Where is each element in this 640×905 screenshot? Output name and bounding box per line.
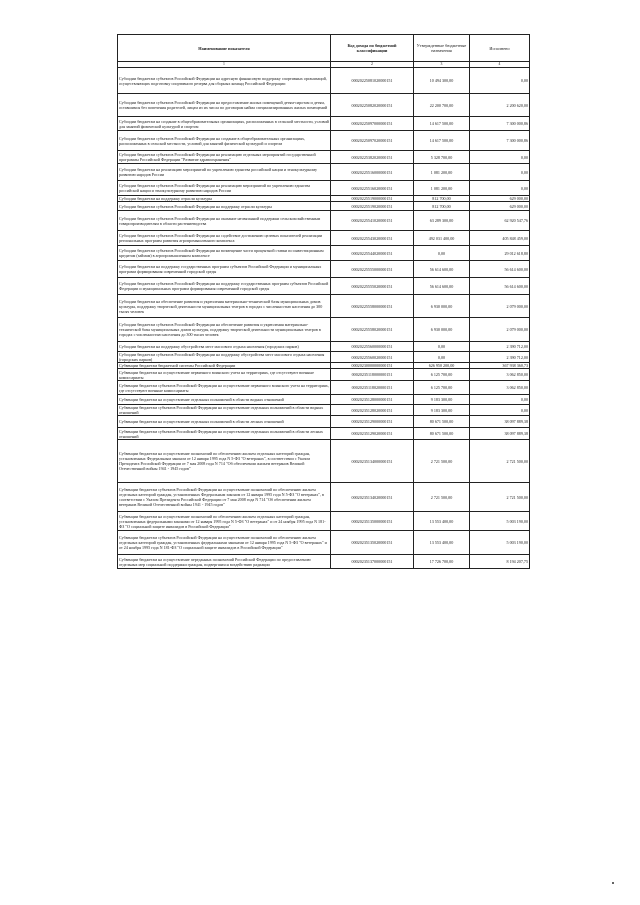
row-approved: 5 328 700,00 [414,151,470,164]
table-row [118,352,530,363]
row-name: Субвенции бюджетам субъектов Российской Федерации на осуществление полномочий по обеспечению жильем отдельных категорий граждан, установленных Федеральным законом от 12 января 1995 года N 5-ФЗ "О ветеранах", в соответствии с Указом Президента Российской Федерации от 7 мая 2008 года N 714 "Об обеспечении жильем ветеранов Великой Отечественной войны 1941 - 1945 годов" [118,483,331,512]
row-name: Субвенции бюджетам на осуществление переданных полномочий Российской Федерации по предоставлению отдельных мер социальной поддержки граждан, подвергшихся воздействию радиации [118,555,331,569]
row-code: 00020225560000000151 [331,342,414,352]
row-name: Субвенции бюджетам субъектов Российской Федерации на осуществление первичного воинского учета на территориях, где отсутствуют военные комиссариаты [119,382,329,393]
row-executed: 0,00 [470,151,530,164]
header-name: Наименование показателя [118,35,331,62]
row-name: Субсидии бюджетам субъектов Российской Федерации на содействие достижению целевых показателей реализации региональных программ развития агропромышленного комплекса [118,231,331,246]
row-code: 00020225519000000151 [331,196,414,202]
row-code: 00020225097020000151 [331,131,414,151]
row-name: Субсидии бюджетам на поддержку государственных программ субъектов Российской Федерации и муниципальных программ формирования современной городской среды [118,261,331,278]
row-code: 00020225382020000151 [331,151,414,164]
row-executed: 0,00 [470,395,530,405]
row-executed: 0,00 [470,68,530,94]
table-row [118,231,530,246]
row-executed: 0,00 [470,181,530,196]
row-code: 00020235135020000151 [331,531,414,555]
row-code: 00020225555000000151 [331,261,414,278]
table-row [118,94,530,117]
row-approved: 22 200 700,00 [414,94,470,117]
row-executed: 62 920 547,76 [470,211,530,231]
row-code: 00020235137000000151 [331,555,414,569]
row-name: Субсидии бюджетам субъектов Российской Федерации на обеспечение развития и укрепления материально-технической базы муниципальных домов культуры, поддержку творческой деятельности муниципальных театров в городах с численностью населения до 300 тысяч человек [118,318,331,342]
row-name: Субсидии бюджетам субъектов Российской Федерации на предоставление жилых помещений детям-сиротам и детям, оставшимся без попечения родителей, лицам из их числа по договорам найма специализированных жилых помещений [118,94,331,117]
table-row [118,151,530,164]
row-executed: 2 079 000,00 [470,318,530,342]
row-code: 00020235134020000151 [331,483,414,512]
row-code: 00020225544020000151 [331,246,414,261]
row-executed: 2 721 500,00 [470,483,530,512]
row-code: 00020230000000000151 [331,363,414,369]
row-executed: 629 000,00 [470,202,530,211]
table-row [118,117,530,131]
header-executed: Исполнено [470,35,530,62]
row-executed: 3 062 850,00 [470,369,530,381]
row-approved: 13 553 400,00 [414,512,470,531]
row-approved: 56 614 600,00 [414,278,470,295]
row-name: Субвенции бюджетам на осуществление отдельных полномочий в области лесных отношений [118,416,331,428]
table-row [118,416,530,428]
row-approved: 13 553 400,00 [414,531,470,555]
row-executed: 0,00 [470,164,530,181]
row-approved: 56 614 600,00 [414,261,470,278]
row-approved: 626 950 200,00 [414,363,470,369]
row-name: Субвенции бюджетам на осуществление полномочий по обеспечению жильем отдельных категорий граждан, установленных федеральными законами от 12 января 1995 года N 5-ФЗ "О ветеранах" и от 24 ноября 1995 года N 181-ФЗ "О социальной защите инвалидов в Российской Федерации" [118,512,331,531]
table-row [118,369,530,381]
row-code: 00020225097000000151 [331,117,414,131]
row-name: Субсидии бюджетам субъектов Российской Федерации на адресную финансовую поддержку спортивных организаций, осуществляющих подготовку спортивного резерва для сборных команд Российской Федерации [118,68,331,94]
row-name: Субвенции бюджетам на осуществление отдельных полномочий в области водных отношений [118,395,331,405]
row-name: Субвенции бюджетам субъектов Российской Федерации на осуществление полномочий по обеспечению жильем отдельных категорий граждан, установленных федеральными законами от 12 января 1995 года N 5-ФЗ "О ветеранах" и от 24 ноября 1995 года N 181-ФЗ "О социальной защите инвалидов в Российской Федерации" [118,531,331,555]
row-executed: 2 200 620,00 [470,94,530,117]
row-name: Субсидии бюджетам субъектов Российской Федерации на поддержку обустройства мест массового отдыха населения (городских парков) [118,352,331,363]
table-row [118,295,530,318]
row-approved: 10 494 300,00 [414,68,470,94]
row-executed: 5 003 190,00 [470,531,530,555]
row-name: Субвенции бюджетам субъектов Российской Федерации на осуществление отдельных полномочий в области лесных отношений [118,428,331,440]
row-approved: 6 930 000,00 [414,318,470,342]
row-executed: 0,00 [470,405,530,416]
row-executed: 3 062 850,00 [470,381,530,395]
row-code: 00020225541020000151 [331,211,414,231]
row-code: 00020235128020000151 [331,405,414,416]
row-approved: 812 700,00 [414,202,470,211]
row-code: 00020235118020000151 [331,381,414,395]
row-name: Субсидии бюджетам на поддержку отрасли культуры [118,196,331,202]
row-executed: 38 097 889,38 [470,428,530,440]
row-name: Субвенции бюджетам бюджетной системы Российской Федерации [118,363,331,369]
scan-speck [612,882,614,884]
column-number: 4 [470,62,530,68]
row-code: 00020235118000000151 [331,369,414,381]
row-executed: 405 848 459,00 [470,231,530,246]
header-approved: Утвержденные бюджетные назначения [414,35,470,62]
row-approved: 80 671 500,00 [414,428,470,440]
row-approved: 6 125 700,00 [414,369,470,381]
table-row [118,342,530,352]
row-name: Субсидии бюджетам субъектов Российской Федерации на реализацию мероприятий по укреплению единства российской нации и этнокультурному развитию народов России [118,181,331,196]
table-row [118,428,530,440]
row-code: 00020235135000000151 [331,512,414,531]
row-name: Субсидии бюджетам субъектов Российской Федерации на поддержку государственных программ субъектов Российской Федерации и муниципальных программ формирования современной городской среды [118,278,331,295]
row-code: 00020225082020000151 [331,94,414,117]
table-row [118,405,530,416]
row-code: 00020235129000000151 [331,416,414,428]
row-approved: 1 081 200,00 [414,181,470,196]
row-executed: 56 614 600,00 [470,278,530,295]
row-code: 00020225560020000151 [331,352,414,363]
row-name: Субсидии бюджетам субъектов Российской Федерации на реализацию отдельных мероприятий государственной программы Российской Федерации "Развитие здравоохранения" [118,151,331,164]
row-approved: 63 289 300,00 [414,211,470,231]
table-row [118,440,530,483]
table-row [118,211,530,231]
row-approved: 812 700,00 [414,196,470,202]
row-executed: 29 012 618,80 [470,246,530,261]
table-row [118,318,530,342]
table-row [118,131,530,151]
table-row [118,483,530,512]
column-number: 3 [414,62,470,68]
header-code: Код дохода по бюджетной классификации [331,35,414,62]
row-approved: 0,00 [414,246,470,261]
row-executed: 629 000,00 [470,196,530,202]
row-code: 00020225543020000151 [331,231,414,246]
row-code: 00020235134000000151 [331,440,414,483]
column-number: 2 [331,62,414,68]
row-executed: 8 194 207,75 [470,555,530,569]
row-approved: 0,00 [414,342,470,352]
row-approved: 17 726 700,00 [414,555,470,569]
row-code: 00020225516000000151 [331,164,414,181]
table-row [118,381,530,395]
row-approved: 2 721 500,00 [414,440,470,483]
row-name: Субсидии бюджетам субъектов Российской Федерации на создание в общеобразовательных организациях, расположенных в сельской местности, условий для занятий физической культурой и спортом [118,131,331,151]
row-executed: 56 614 600,00 [470,261,530,278]
table-row [118,261,530,278]
row-executed: 2 721 500,00 [470,440,530,483]
row-name: Субсидии бюджетам субъектов Российской Федерации на возмещение части процентной ставки по инвестиционным кредитам (займам) в агропромышленном комплексе [118,246,331,261]
row-executed: 2 390 712,00 [470,352,530,363]
table-row [118,278,530,295]
row-executed: 2 390 712,00 [470,342,530,352]
row-name: Субсидии бюджетам на обеспечение развития и укрепления материально-технической базы муниципальных домов культуры, поддержку творческой деятельности муниципальных театров в городах с численностью населения до 300 тысяч человек [118,295,331,318]
row-name: Субсидии бюджетам субъектов Российской Федерации на поддержку отрасли культуры [118,202,331,211]
table-row [118,531,530,555]
row-executed: 7 300 000,86 [470,131,530,151]
row-name: Субсидии бюджетам на реализацию мероприятий по укреплению единства российской нации и этнокультурному развитию народов России [118,164,331,181]
row-code: 00020225555020000151 [331,278,414,295]
row-approved: 6 125 700,00 [414,381,470,395]
row-code: 00020225519020000151 [331,202,414,211]
row-approved: 14 617 500,00 [414,131,470,151]
row-approved: 9 183 300,00 [414,395,470,405]
row-code: 00020225516020000151 [331,181,414,196]
row-name: Субсидии бюджетам на поддержку обустройства мест массового отдыха населения (городских парков) [118,342,331,352]
row-executed: 5 003 190,00 [470,512,530,531]
row-approved: 6 930 000,00 [414,295,470,318]
row-name: Субсидии бюджетам на создание в общеобразовательных организациях, расположенных в сельской местности, условий для занятий физической культурой и спортом [119,118,329,129]
table-row [118,395,530,405]
row-approved: 492 031 400,00 [414,231,470,246]
table-row [118,68,530,94]
row-approved: 9 183 300,00 [414,405,470,416]
row-approved: 2 721 500,00 [414,483,470,512]
table-row [118,164,530,181]
row-executed: 38 097 889,38 [470,416,530,428]
row-approved: 80 671 500,00 [414,416,470,428]
table-row [118,181,530,196]
row-name: Субвенции бюджетам на осуществление полномочий по обеспечению жильем отдельных категорий граждан, установленных Федеральным законом от 12 января 1995 года N 5-ФЗ "О ветеранах", в соответствии с Указом Президента Российской Федерации от 7 мая 2008 года N 714 "Об обеспечении жильем ветеранов Великой Отечественной войны 1941 - 1945 годов" [118,440,331,483]
budget-execution-table [117,34,530,569]
table-row [118,246,530,261]
row-code: 00020235129020000151 [331,428,414,440]
table-row [118,555,530,569]
row-approved: 14 617 500,00 [414,117,470,131]
row-approved: 1 081 200,00 [414,164,470,181]
table-header-row [118,35,530,62]
row-code: 00020225558000000151 [331,295,414,318]
column-number: 1 [118,62,331,68]
row-name: Субвенции бюджетам субъектов Российской Федерации на осуществление отдельных полномочий в области водных отношений [118,405,331,416]
row-code: 00020225558020000151 [331,318,414,342]
row-executed: 367 938 360,73 [470,363,530,369]
row-name: Субсидии бюджетам субъектов Российской Федерации на оказание несвязанной поддержки сельскохозяйственным товаропроизводителям в области растениеводства [118,211,331,231]
row-executed: 2 079 000,00 [470,295,530,318]
table-row [118,512,530,531]
row-approved: 0,00 [414,352,470,363]
row-code: 00020235128000000151 [331,395,414,405]
row-name: Субвенции бюджетам на осуществление первичного воинского учета на территориях, где отсутствуют военные комиссариаты [118,369,331,381]
row-executed: 7 300 000,86 [470,117,530,131]
row-code: 00020225081020000151 [331,68,414,94]
table-row [118,202,530,211]
